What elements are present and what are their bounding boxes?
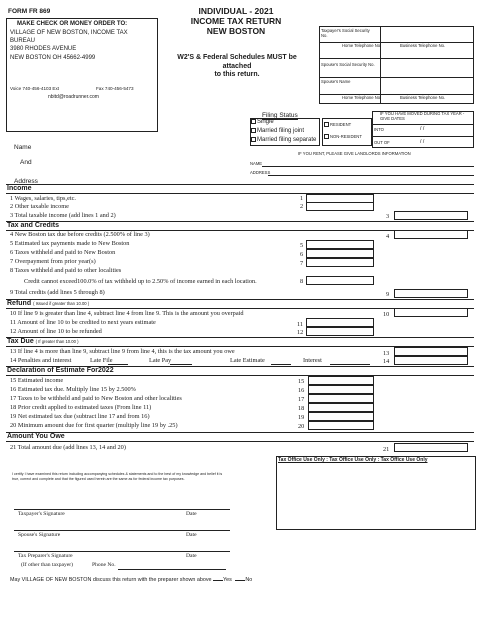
line13-num: 13 bbox=[383, 350, 390, 357]
line2-input[interactable] bbox=[306, 202, 374, 211]
taxpayer-signature-input[interactable] bbox=[14, 494, 230, 508]
spouse-signature-label: Spouse's Signature bbox=[18, 532, 61, 538]
title-block bbox=[180, 6, 292, 36]
office-use-box bbox=[276, 456, 476, 530]
line5-label: 5 Estimated tax payments made to New Boston bbox=[10, 240, 130, 247]
payee-line1: VILLAGE OF NEW BOSTON, INCOME TAX bbox=[10, 30, 128, 36]
section-estimate: Declaration of Estimate For2022 bbox=[7, 367, 114, 374]
line15-label: 15 Estimated income bbox=[10, 377, 64, 384]
resident-checkbox[interactable] bbox=[324, 122, 329, 127]
name-label: Name bbox=[14, 144, 32, 151]
line12-label: 12 Amount of line 10 to be refunded bbox=[10, 328, 102, 335]
line20-input[interactable] bbox=[308, 421, 374, 430]
and-label: And bbox=[20, 159, 32, 166]
line6-num: 6 bbox=[300, 251, 304, 258]
outof-label: OUT OF bbox=[374, 140, 390, 145]
preparer-signature-label: Tax Preparer's Signature bbox=[18, 553, 73, 559]
line4-num: 4 bbox=[386, 233, 390, 240]
title-line2: INCOME TAX RETURN bbox=[190, 16, 282, 26]
mail-label: MAKE CHECK OR MONEY ORDER TO: bbox=[17, 21, 128, 27]
no-blank[interactable] bbox=[235, 580, 245, 581]
office-use-label: Tax Office Use Only : Tax Office Use Only : Tax Office Use Only bbox=[278, 457, 428, 463]
single-checkbox[interactable] bbox=[251, 119, 256, 124]
section-credits: Tax and Credits bbox=[7, 222, 59, 229]
moved-label: IF YOU HAVE MOVED DURING TAX YEAR - GIVE DATES bbox=[380, 111, 465, 121]
line5-input[interactable] bbox=[306, 240, 374, 249]
spouse-ssn-input[interactable] bbox=[322, 70, 378, 76]
filing-status-title-text: Filing Status bbox=[262, 112, 298, 119]
taxdue-note: ( If greater than 10.00 ) bbox=[35, 339, 79, 344]
name-input[interactable] bbox=[50, 140, 240, 154]
resident-option[interactable] bbox=[324, 122, 351, 127]
no-label: No bbox=[245, 577, 253, 583]
line1-label: 1 Wages, salaries, tips,etc. bbox=[10, 195, 77, 202]
line9-label: 9 Total credits (add lines 5 through 8) bbox=[10, 289, 105, 296]
other-than-taxpayer-note: (If other than taxpayer) bbox=[21, 562, 74, 568]
line3-input[interactable] bbox=[394, 211, 468, 220]
nonresident-option[interactable] bbox=[324, 134, 362, 139]
phone-label: Phone No. bbox=[92, 562, 116, 568]
line11-input[interactable] bbox=[306, 318, 374, 327]
taxpayer-signature-label: Taxpayer's Signature bbox=[18, 511, 65, 517]
title-line1: INDIVIDUAL - 2021 bbox=[198, 6, 274, 16]
payee-address2: NEW BOSTON OH 45662-4999 bbox=[10, 55, 96, 61]
voice-phone: Voice 740-456-4103 Ext bbox=[10, 86, 60, 91]
line6-label: 6 Taxes withheld and paid to New Boston bbox=[10, 249, 116, 256]
nonresident-label: NON-RESIDENT bbox=[330, 134, 362, 139]
line8-num: 8 bbox=[300, 278, 304, 285]
line16-num: 16 bbox=[298, 387, 305, 394]
bus-tel-label: Business Telephone No. bbox=[400, 43, 446, 48]
line21-num: 21 bbox=[383, 446, 390, 453]
taxdue-title: Tax Due bbox=[7, 338, 34, 345]
line10-label: 10 If line 9 is greater than line 4, subtract line 4 from line 9. This is the amount you overpaid bbox=[10, 310, 244, 317]
joint-checkbox[interactable] bbox=[251, 128, 256, 133]
yes-label: Yes bbox=[223, 577, 232, 583]
line19-label: 19 Net estimated tax due (subtract line 17 and from 16) bbox=[10, 413, 150, 420]
separate-checkbox[interactable] bbox=[251, 137, 256, 142]
line8-input[interactable] bbox=[306, 276, 374, 285]
preparer-signature-input[interactable] bbox=[14, 536, 230, 550]
landlord-address-label: ADDRESS bbox=[250, 170, 271, 175]
line13-label: 13 If line 4 is more than line 9, subtract line 9 from line 4, this is the tax amount you owe bbox=[10, 348, 235, 355]
line18-input[interactable] bbox=[308, 403, 374, 412]
w2-notice-line2: attached bbox=[222, 62, 252, 70]
line15-input[interactable] bbox=[308, 376, 374, 385]
late-estimate-label: Late Estimate bbox=[230, 357, 265, 364]
landlord-name-label: NAME bbox=[250, 161, 263, 166]
line9-num: 9 bbox=[386, 291, 390, 298]
separate-label: Married filing separate bbox=[257, 137, 317, 144]
single-label: Single bbox=[257, 119, 274, 126]
taxpayer-ssn-label: Taxpayer's Social Security No. bbox=[321, 28, 370, 38]
w2-notice bbox=[162, 54, 312, 80]
spouse-signature-input[interactable] bbox=[14, 515, 230, 529]
line3-label: 3 Total taxable income (add lines 1 and 2) bbox=[10, 212, 116, 219]
section-owe: Amount You Owe bbox=[7, 433, 65, 440]
line5-num: 5 bbox=[300, 242, 304, 249]
filing-joint[interactable] bbox=[251, 128, 304, 134]
line17-input[interactable] bbox=[308, 394, 374, 403]
payee-address1: 3980 RHODES AVENUE bbox=[10, 46, 77, 52]
discuss-text: May VILLAGE OF NEW BOSTON discuss this return with the preparer shown above bbox=[10, 577, 212, 583]
filing-separate[interactable] bbox=[251, 137, 316, 143]
home-tel-label: Home Telephone No. bbox=[342, 43, 382, 48]
taxpayer-date-label: Date bbox=[186, 511, 197, 517]
certification bbox=[12, 472, 270, 482]
section-income: Income bbox=[7, 185, 32, 192]
line12-num: 12 bbox=[297, 329, 304, 336]
outof-date[interactable]: / / bbox=[420, 139, 425, 145]
payee-line2: BUREAU bbox=[10, 38, 36, 44]
line18-num: 18 bbox=[298, 405, 305, 412]
line4-label: 4 New Boston tax due before credits (2.500% of line 3) bbox=[10, 231, 150, 238]
line7-label: 7 Overpayment from prior year(s) bbox=[10, 258, 96, 265]
form-number: FORM FR 869 bbox=[8, 8, 51, 15]
filing-single[interactable] bbox=[251, 119, 274, 125]
line19-num: 19 bbox=[298, 414, 305, 421]
section-taxdue bbox=[7, 338, 79, 345]
discuss-question bbox=[10, 577, 252, 583]
line4-input[interactable] bbox=[394, 230, 468, 239]
line11-label: 11 Amount of line 10 to be credited to next years estimate bbox=[10, 319, 156, 326]
line3-num: 3 bbox=[386, 213, 390, 220]
line20-num: 20 bbox=[298, 423, 305, 430]
resident-label: RESIDENT bbox=[330, 122, 352, 127]
line11-num: 11 bbox=[297, 321, 304, 328]
line14-label: 14 Penalties and interest bbox=[10, 357, 72, 364]
line8-credit-note: Credit cannot exceed100.0% of tax withheld up to 2.50% of income earned in each location. bbox=[24, 278, 257, 285]
into-label: INTO bbox=[374, 127, 384, 132]
line10-num: 10 bbox=[383, 311, 390, 318]
line21-label: 21 Total amount due (add lines 13, 14 and 20) bbox=[10, 444, 126, 451]
preparer-date-label: Date bbox=[186, 553, 197, 559]
line12-input[interactable] bbox=[306, 327, 374, 336]
refund-title: Refund bbox=[7, 300, 32, 307]
line7-input[interactable] bbox=[306, 258, 374, 267]
line6-input[interactable] bbox=[306, 249, 374, 258]
refund-note: ( Issued if greater than 10.00 ) bbox=[33, 301, 90, 306]
line2-label: 2 Other taxable income bbox=[10, 203, 69, 210]
spouse-date-label: Date bbox=[186, 532, 197, 538]
joint-label: Married filing joint bbox=[257, 128, 305, 135]
bus-tel2-label: Business Telephone No. bbox=[400, 95, 446, 100]
nonresident-checkbox[interactable] bbox=[324, 134, 329, 139]
certification-line1: I certify I have examined this return including accompanying schedules & statements and to the best of my knowledge and belief it is bbox=[12, 472, 223, 476]
email: nbitd@roadrunner.com bbox=[48, 94, 99, 100]
line13-input[interactable] bbox=[394, 347, 468, 356]
line14-num: 14 bbox=[383, 358, 390, 365]
yes-blank[interactable] bbox=[213, 580, 223, 581]
line9-input[interactable] bbox=[394, 289, 468, 298]
line7-num: 7 bbox=[300, 260, 304, 267]
taxpayer-ssn-input[interactable] bbox=[322, 35, 378, 41]
address-label: Address bbox=[14, 178, 38, 185]
line1-num: 1 bbox=[300, 195, 304, 202]
w2-notice-line3: to this return. bbox=[214, 71, 260, 78]
line21-input[interactable] bbox=[394, 443, 468, 452]
line10-input[interactable] bbox=[394, 308, 468, 317]
home-tel2-label: Home Telephone No. bbox=[342, 95, 382, 100]
spouse-name-label: Spouse's Name bbox=[321, 79, 351, 84]
line16-input[interactable] bbox=[308, 385, 374, 394]
line18-label: 18 Prior credit applied to estimated taxes (From line 11) bbox=[10, 404, 152, 411]
line16-label: 16 Estimated tax due. Multiply line 15 by 2.500% bbox=[10, 386, 136, 393]
w2-notice-line1: W2'S & Federal Schedules MUST be bbox=[177, 54, 297, 61]
title-line3: NEW BOSTON bbox=[206, 26, 266, 36]
late-pay-label: Late Pay bbox=[149, 357, 172, 364]
section-refund bbox=[7, 300, 89, 307]
line8-label: 8 Taxes withheld and paid to other localities bbox=[10, 267, 122, 274]
line17-num: 17 bbox=[298, 396, 305, 403]
line2-num: 2 bbox=[300, 203, 304, 210]
line20-label: 20 Minimum amount due for first quarter (multiply line 19 by .25) bbox=[10, 422, 178, 429]
line15-num: 15 bbox=[298, 378, 305, 385]
landlord-note: IF YOU RENT, PLEASE GIVE LANDLORDS INFORMATION bbox=[298, 151, 411, 156]
preparer-phone-input[interactable] bbox=[118, 560, 226, 569]
late-file-label: Late File bbox=[90, 357, 113, 364]
line19-input[interactable] bbox=[308, 412, 374, 421]
fax-number: Fax 740-456-5473 bbox=[96, 86, 134, 91]
into-date[interactable]: / / bbox=[420, 126, 425, 132]
interest-label: Interest bbox=[303, 357, 322, 364]
line14-input[interactable] bbox=[394, 356, 468, 365]
spouse-ssn-label: Spouse's Social Security No. bbox=[321, 62, 375, 67]
certification-line2: true, correct and complete and that the figured used herein are the same as for federal income tax purposes. bbox=[12, 477, 185, 481]
line17-label: 17 Taxes to be withheld and paid to New Boston and other localities bbox=[10, 395, 182, 402]
